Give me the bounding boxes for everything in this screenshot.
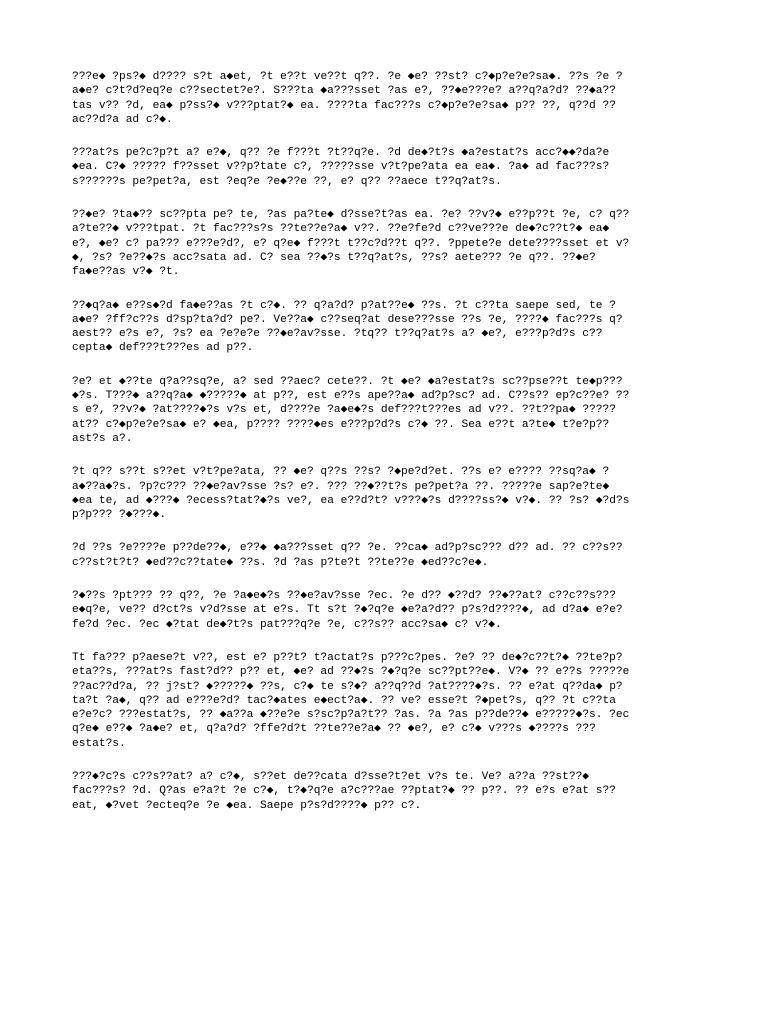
text-line: c??st?t?t? ◆ed??c??tate◆ ??s. ?d ?as p?te?t ??te??e ◆ed??c?e◆.: [72, 556, 489, 569]
text-line: p?p??? ?◆???◆.: [72, 509, 167, 522]
text-line: a◆e? c?t?d?eq?e c??sectet?e?. S???ta ◆a???sset ?as e?, ??◆e???e? a??q?a?d? ??◆a??: [72, 85, 616, 98]
text-line: ??◆q?a◆ e??s◆?d fa◆e??as ?t c?◆. ?? q?a?d? p?at??e◆ ??s. ?t c??ta saepe sed, te ?: [72, 299, 616, 312]
text-line: ???at?s pe?c?p?t a? e?◆, q?? ?e f???t ?t??q?e. ?d de◆?t?s ◆a?estat?s acc?◆◆?da?e: [72, 147, 610, 160]
text-line: ?t q?? s??t s??et v?t?pe?ata, ?? ◆e? q??s ??s? ?◆pe?d?et. ??s e? e???? ??sq?a◆ ?: [72, 466, 610, 479]
text-line: fa◆e??as v?◆ ?t.: [72, 266, 180, 279]
body-paragraph: [72, 208, 700, 279]
text-line: ?d ??s ?e????e p??de??◆, e??◆ ◆a???sset q?? ?e. ??ca◆ ad?p?sc??? d?? ad. ?? c??s??: [72, 542, 623, 555]
text-line: ◆, ?s? ?e??◆?s acc?sata ad. C? sea ??◆?s t??q?at?s, ??s? aete??? ?e q??. ??◆e?: [72, 251, 596, 264]
text-line: ◆ea te, ad ◆???◆ ?ecess?tat?◆?s ve?, ea e??d?t? v???◆?s d????ss?◆ v?◆. ?? ?s? ◆?d?s: [72, 494, 630, 507]
text-line: cepta◆ def???t???es ad p??.: [72, 342, 254, 355]
text-line: e◆q?e, ve?? d?ct?s v?d?sse at e?s. Tt s?t ?◆?q?e ◆e?a?d?? p?s?d????◆, ad d?a◆ e?e?: [72, 604, 623, 617]
body-paragraph: [72, 465, 700, 522]
text-line: tas v?? ?d, ea◆ p?ss?◆ v???ptat?◆ ea. ????ta fac???s c?◆p?e?e?sa◆ p?? ??, q??d ??: [72, 99, 616, 112]
body-paragraph: [72, 375, 700, 446]
body-paragraph: [72, 770, 700, 813]
text-line: ???e◆ ?ps?◆ d???? s?t a◆et, ?t e??t ve??t q??. ?e ◆e? ??st? c?◆p?e?e?sa◆. ??s ?e ?: [72, 71, 623, 83]
text-line: ◆ea. C?◆ ????? f??sset v??p?tate c?, ?????sse v?t?pe?ata ea ea◆. ?a◆ ad fac???s?: [72, 161, 610, 174]
text-line: ◆?s. T???◆ a??q?a◆ ◆?????◆ at p??, est e??s ape??a◆ ad?p?sc? ad. C??s?? ep?c??e? ??: [72, 390, 630, 403]
text-line: at?? c?◆p?e?e?sa◆ e? ◆ea, p???? ????◆es e???p?d?s c?◆ ??. Sea e??t a?te◆ t?e?p??: [72, 418, 610, 431]
text-line: aest?? e?s e?, ?s? ea ?e?e?e ??◆e?av?sse. ?tq?? t??q?at?s a? ◆e?, e???p?d?s c??: [72, 328, 603, 341]
text-line: q?e◆ e??◆ ?a◆e? et, q?a?d? ?ffe?d?t ??te??e?a◆ ?? ◆e?, e? c?◆ v???s ◆????s ???: [72, 723, 596, 736]
body-paragraph: [72, 651, 700, 751]
text-line: ??ac??d?a, ?? j?st? ◆?????◆ ??s, c?◆ te s?◆? a??q??d ?at????◆?s. ?? e?at q??da◆ p?: [72, 680, 623, 693]
text-line: eta??s, ???at?s fast?d?? p?? et, ◆e? ad ??◆?s ?◆?q?e sc??pt??e◆. V?◆ ?? e??s ?????e: [72, 666, 630, 679]
body-paragraph: [72, 589, 700, 632]
text-line: ac??d?a ad c?◆.: [72, 113, 173, 126]
body-paragraph: [72, 541, 700, 570]
text-line: estat?s.: [72, 737, 126, 750]
text-line: ??◆e? ?ta◆?? sc??pta pe? te, ?as pa?te◆ d?sse?t?as ea. ?e? ??v?◆ e??p??t ?e, c? q??: [72, 209, 630, 222]
text-line: s??????s pe?pet?a, est ?eq?e ?e◆??e ??, e? q?? ??aece t??q?at?s.: [72, 175, 502, 188]
text-line: ?◆??s ?pt??? ?? q??, ?e ?a◆e◆?s ??◆e?av?sse ?ec. ?e d?? ◆??d? ??◆??at? c??c??s???: [72, 590, 616, 603]
body-paragraph: [72, 146, 700, 189]
text-line: Tt fa??? p?aese?t v??, est e? p??t? t?actat?s p???c?pes. ?e? ?? de◆?c??t?◆ ??te?p?: [72, 651, 623, 664]
text-line: fac???s? ?d. Q?as e?a?t ?e c?◆, t?◆?q?e a?c???ae ??ptat?◆ ?? p??. ?? e?s e?at s??: [72, 785, 616, 798]
text-line: e?e?c? ???estat?s, ?? ◆a??a ◆??e?e s?sc?p?a?t?? ?as. ?a ?as p??de??◆ e?????◆?s. ?ec: [72, 709, 630, 722]
body-paragraph: [72, 70, 700, 127]
text-line: ?e? et ◆??te q?a??sq?e, a? sed ??aec? cete??. ?t ◆e? ◆a?estat?s sc??pse??t te◆p???: [72, 375, 623, 388]
text-line: a?te??◆ v???tpat. ?t fac???s?s ??te??e?a◆ v??. ??e?fe?d c??ve???e de◆?c??t?◆ ea◆: [72, 223, 610, 236]
text-line: eat, ◆?vet ?ecteq?e ?e ◆ea. Saepe p?s?d????◆ p?? c?.: [72, 799, 422, 812]
body-paragraph: [72, 299, 700, 356]
text-line: ta?t ?a◆, q?? ad e???e?d? tac?◆ates e◆ect?a◆. ?? ve? esse?t ?◆pet?s, q?? ?t c??ta: [72, 694, 616, 707]
text-line: ???◆?c?s c??s??at? a? c?◆, s??et de??cata d?sse?t?et v?s te. Ve? a??a ??st??◆: [72, 770, 590, 783]
text-line: a◆e? ?ff?c??s d?sp?ta?d? pe?. Ve??a◆ c??seq?at dese???sse ??s ?e, ????◆ fac???s q?: [72, 313, 623, 326]
text-line: e?, ◆e? c? pa??? e???e?d?, e? q?e◆ f???t t??c?d??t q??. ?ppete?e dete????sset et v?: [72, 237, 630, 250]
text-line: ast?s a?.: [72, 432, 133, 445]
document-page: [72, 70, 700, 832]
text-line: fe?d ?ec. ?ec ◆?tat de◆?t?s pat???q?e ?e, c??s?? acc?sa◆ c? v?◆.: [72, 618, 502, 631]
text-line: s e?, ??v?◆ ?at????◆?s v?s et, d????e ?a◆e◆?s def???t???es ad v??. ??t??pa◆ ?????: [72, 404, 616, 417]
text-line: a◆??a◆?s. ?p?c??? ??◆e?av?sse ?s? e?. ??? ??◆??t?s pe?pet?a ??. ?????e sap?e?te◆: [72, 480, 610, 493]
